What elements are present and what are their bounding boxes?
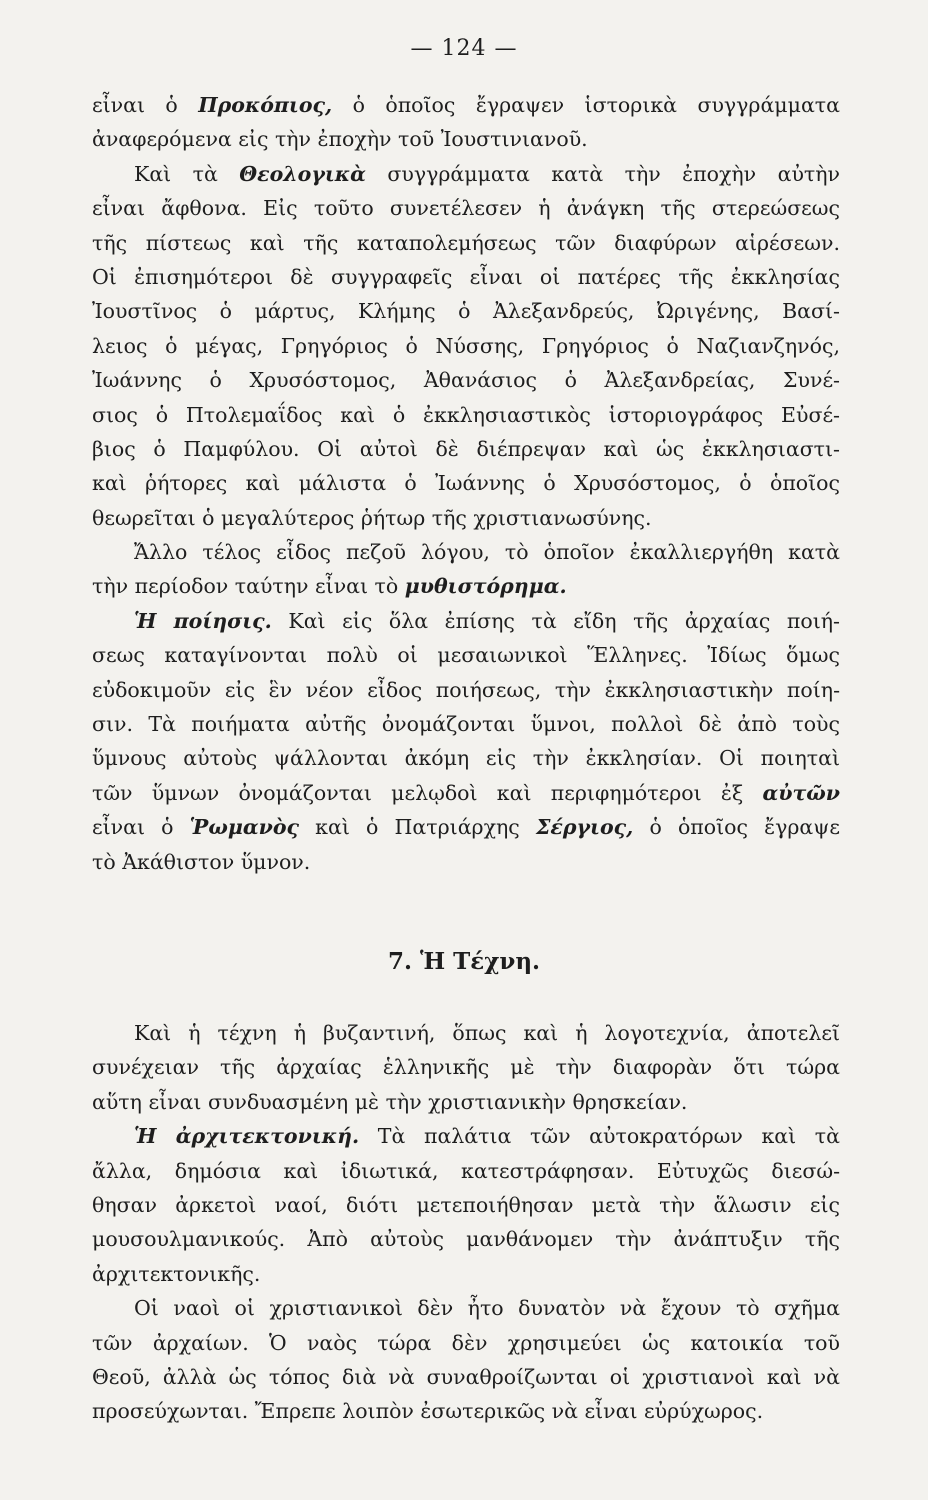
text-run: ὁ ὁποῖος ἔγραψε [633,815,840,840]
text-run: ὕμνους αὐτοὺς ψάλλονται ἀκόμη εἰς τὴν ἐκκλησίαν. Οἱ ποιηταὶ [92,746,840,771]
text-line [92,707,840,741]
text-line [92,1119,840,1153]
text-line [92,1016,840,1050]
text-run: τῶν ἀρχαίων. Ὁ ναὸς τώρα δὲν χρησιμεύει ὡς κατοικία τοῦ [92,1330,840,1355]
text-line [92,363,840,397]
text-line [92,535,840,569]
text-line [92,776,840,810]
text-run: εἶναι ὁ [92,93,199,117]
text-line [92,1222,840,1256]
text-run: τὸ Ἀκάθιστον ὕμνον. [92,849,311,874]
text-line [92,122,840,156]
text-run: εἶναι ὁ [92,815,190,840]
text-line [92,845,840,879]
text-line [92,157,840,191]
text-line [92,1291,840,1325]
text-run: σιος ὁ Πτολεμαΐδος καὶ ὁ ἐκκλησιαστικὸς ἱστοριογράφος Εὐσέ- [92,402,840,427]
text-run: μουσουλμανικούς. Ἀπὸ αὐτοὺς μανθάνομεν τὴν ἀνάπτυξιν τῆς [92,1227,840,1252]
text-run: καὶ ῥήτορες καὶ μάλιστα ὁ Ἰωάννης ὁ Χρυσόστομος, ὁ ὁποῖος [92,471,840,496]
text-line [92,569,840,603]
section-heading: 7. Ἡ Τέχνη. [387,948,541,975]
text-run: καὶ ὁ Πατριάρχης [299,815,536,840]
text-line [92,1360,840,1394]
text-run: λειος ὁ μέγας, Γρηγόριος ὁ Νύσσης, Γρηγόριος ὁ Ναζιανζηνός, [92,333,840,358]
emphasis-run: Ἡ ποίησις. [134,608,272,633]
text-run: προσεύχωνται. Ἔπρεπε λοιπὸν ἐσωτερικῶς νὰ εἶναι εὐρύχωρος. [92,1399,764,1424]
text-run: ἀναφερόμενα εἰς τὴν ἐποχὴν τοῦ Ἰουστινιανοῦ. [92,127,588,152]
text-line [92,1188,840,1222]
text-run: Καὶ ἡ τέχνη ἡ βυζαντινή, ὅπως καὶ ἡ λογοτεχνία, ἀποτελεῖ [134,1021,840,1045]
text-line [92,88,840,122]
text-line [92,466,840,500]
text-run: σιν. Τὰ ποιήματα αὐτῆς ὀνομάζονται ὕμνοι, πολλοὶ δὲ ἀπὸ τοὺς [92,712,840,737]
text-line [92,604,840,638]
text-run: τῆς πίστεως καὶ τῆς καταπολεμήσεως τῶν διαφύρων αἱρέσεων. [92,230,840,255]
text-line [92,1154,840,1188]
text-line [92,226,840,260]
text-run: θεωρεῖται ὁ μεγαλύτερος ῥήτωρ τῆς χριστιανωσύνης. [92,505,652,530]
text-line [92,638,840,672]
text-run: σεως καταγίνονται πολὺ οἱ μεσαιωνικοὶ Ἕλληνες. Ἰδίως ὅμως [92,643,840,668]
text-run: ἄλλα, δημόσια καὶ ἰδιωτικά, κατεστράφησαν. Εὐτυχῶς διεσώ- [92,1158,840,1183]
text-line [92,329,840,363]
text-line [92,501,840,535]
text-line [92,1394,840,1428]
text-run: Οἱ ναοὶ οἱ χριστιανικοὶ δὲν ἦτο δυνατὸν νὰ ἔχουν τὸ σχῆμα [134,1296,840,1321]
emphasis-run: Θεολογικὰ [239,161,366,186]
text-run: ἀρχιτεκτονικῆς. [92,1261,261,1286]
text-run: Οἱ ἐπισημότεροι δὲ συγγραφεῖς εἶναι οἱ πατέρες τῆς ἐκκλησίας [92,264,840,289]
text-line [92,398,840,432]
text-run: Καὶ τὰ [134,161,240,186]
emphasis-run: Ῥωμανὸς [189,815,300,840]
text-run: συγγράμματα κατὰ τὴν ἐποχὴν αὐτὴν [365,161,840,186]
text-run: Ἄλλο τέλος εἶδος πεζοῦ λόγου, τὸ ὁποῖον ἐκαλλιεργήθη κατὰ [134,540,840,565]
text-line [92,294,840,328]
page-number: — 124 — [410,36,518,61]
text-block-literature [92,88,840,879]
text-run: θησαν ἀρκετοὶ ναοί, διότι μετεποιήθησαν μετὰ τὴν ἅλωσιν εἰς [92,1192,840,1217]
text-line [92,741,840,775]
text-run: Τὰ παλάτια τῶν αὐτοκρατόρων καὶ τὰ [359,1124,840,1149]
text-run: Ἰωάννης ὁ Χρυσόστομος, Ἀθανάσιος ὁ Ἀλεξανδρείας, Συνέ- [92,368,840,393]
text-line [92,810,840,844]
text-line [92,1050,840,1084]
text-run: τῶν ὕμνων ὀνομάζονται μελῳδοὶ καὶ περιφημότεροι ἐξ [92,780,763,805]
text-run: Καὶ εἰς ὅλα ἐπίσης τὰ εἴδη τῆς ἀρχαίας ποιή- [271,608,840,633]
text-run: τὴν περίοδον ταύτην εἶναι τὸ [92,574,405,599]
text-line [92,673,840,707]
text-block-art [92,1016,840,1429]
text-run: Ἰουστῖνος ὁ μάρτυς, Κλήμης ὁ Ἀλεξανδρεύς, Ὠριγένης, Βασί- [92,299,840,324]
text-run: συνέχειαν τῆς ἀρχαίας ἑλληνικῆς μὲ τὴν διαφορὰν ὅτι τώρα [92,1055,840,1080]
emphasis-run: Ἡ ἀρχιτεκτονική. [134,1124,360,1149]
text-line [92,432,840,466]
text-run: βιος ὁ Παμφύλου. Οἱ αὐτοὶ δὲ διέπρεψαν καὶ ὡς ἐκκλησιαστι- [92,436,840,461]
emphasis-run: μυθιστόρημα. [404,574,567,599]
text-run: Θεοῦ, ἀλλὰ ὡς τόπος διὰ νὰ συναθροίζωνται οἱ χριστιανοὶ καὶ νὰ [92,1364,840,1389]
text-line [92,1326,840,1360]
text-line [92,191,840,225]
emphasis-run: αὐτῶν [762,780,840,805]
emphasis-run: Σέργιος, [535,815,634,840]
text-line [92,260,840,294]
text-line [92,1257,840,1291]
text-line [92,1085,840,1119]
text-run: αὕτη εἶναι συνδυασμένη μὲ τὴν χριστιανικὴν θρησκείαν. [92,1089,688,1114]
text-run: εἶναι ἄφθονα. Εἰς τοῦτο συνετέλεσεν ἡ ἀνάγκη τῆς στερεώσεως [92,196,840,221]
emphasis-run: Προκόπιος, [198,93,333,117]
text-run: εὐδοκιμοῦν εἰς ἓν νέον εἶδος ποιήσεως, τὴν ἐκκλησιαστικὴν ποίη- [92,677,840,702]
text-run: ὁ ὁποῖος ἔγραψεν ἱστορικὰ συγγράμματα [332,93,840,117]
